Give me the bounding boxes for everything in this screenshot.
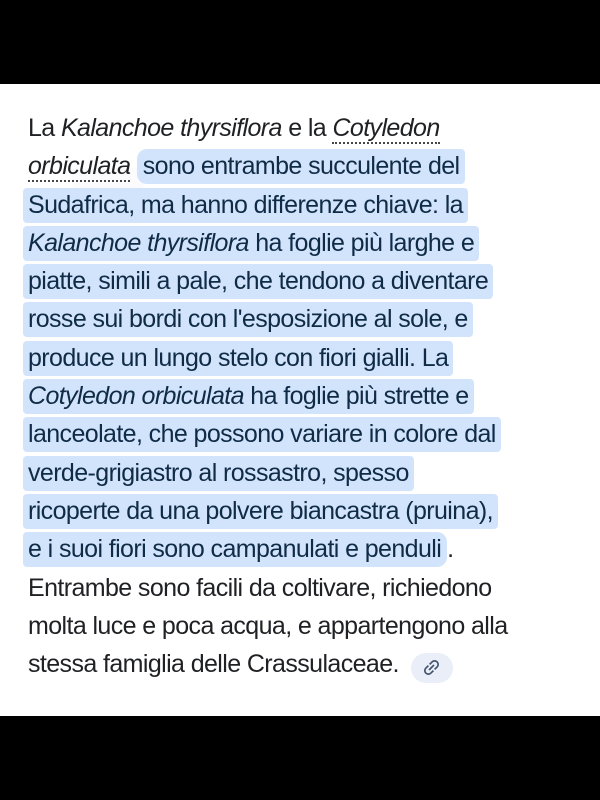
text-line: [28, 492, 576, 530]
source-link-chip[interactable]: [411, 653, 453, 683]
species-name: Kalanchoe thyrsiflora: [60, 114, 282, 142]
text-line: [28, 339, 576, 377]
species-link-cotyledon[interactable]: Cotyledon: [332, 114, 440, 142]
text-line: [28, 377, 576, 415]
plain-text: Entrambe sono facili da coltivare, richiedono: [28, 573, 492, 602]
plain-text: .: [447, 535, 454, 564]
plain-text: molta luce e poca acqua, e appartengono alla: [28, 611, 508, 640]
highlighted-text: sono entrambe succulente del: [137, 149, 465, 184]
text-line: [28, 109, 576, 147]
plain-text: La: [28, 114, 61, 142]
highlighted-text: Sudafrica, ma hanno differenze chiave: la: [23, 188, 468, 223]
answer-text: [28, 109, 576, 683]
text-line: [28, 147, 576, 185]
highlighted-text: e i suoi fiori sono campanulati e penduli: [23, 532, 447, 567]
plain-text: e la: [281, 114, 333, 142]
top-letterbox: [0, 0, 600, 84]
text-line: [28, 186, 576, 224]
highlighted-text: piatte, simili a pale, che tendono a diventare: [23, 264, 493, 299]
text-line: [28, 645, 576, 683]
highlighted-text: lanceolate, che possono variare in colore dal: [23, 417, 501, 452]
text-line: [28, 607, 576, 645]
highlighted-text: verde-grigiastro al rossastro, spesso: [23, 456, 414, 491]
highlighted-text: ha foglie più strette e: [244, 379, 474, 414]
highlighted-text: ha foglie più larghe e: [249, 226, 479, 261]
text-line: [28, 530, 576, 568]
text-line: [28, 569, 576, 607]
plain-text: [130, 152, 136, 180]
highlighted-text: produce un lungo stelo con fiori gialli. La: [23, 341, 453, 376]
plain-text: stessa famiglia delle Crassulaceae.: [28, 650, 399, 679]
highlighted-species-name: Cotyledon orbiculata: [23, 379, 244, 414]
highlighted-text: rosse sui bordi con l'esposizione al sole, e: [23, 302, 473, 337]
species-link-orbiculata[interactable]: orbiculata: [28, 152, 131, 181]
text-line: [28, 454, 576, 492]
text-line: [28, 415, 576, 453]
bottom-letterbox: [0, 716, 600, 800]
text-line: [28, 224, 576, 262]
text-line: [28, 300, 576, 338]
link-icon: [417, 653, 447, 683]
highlighted-text: ricoperte da una polvere biancastra (pruina),: [23, 494, 498, 529]
text-line: [28, 262, 576, 300]
highlighted-species-name: Kalanchoe thyrsiflora: [23, 226, 249, 261]
